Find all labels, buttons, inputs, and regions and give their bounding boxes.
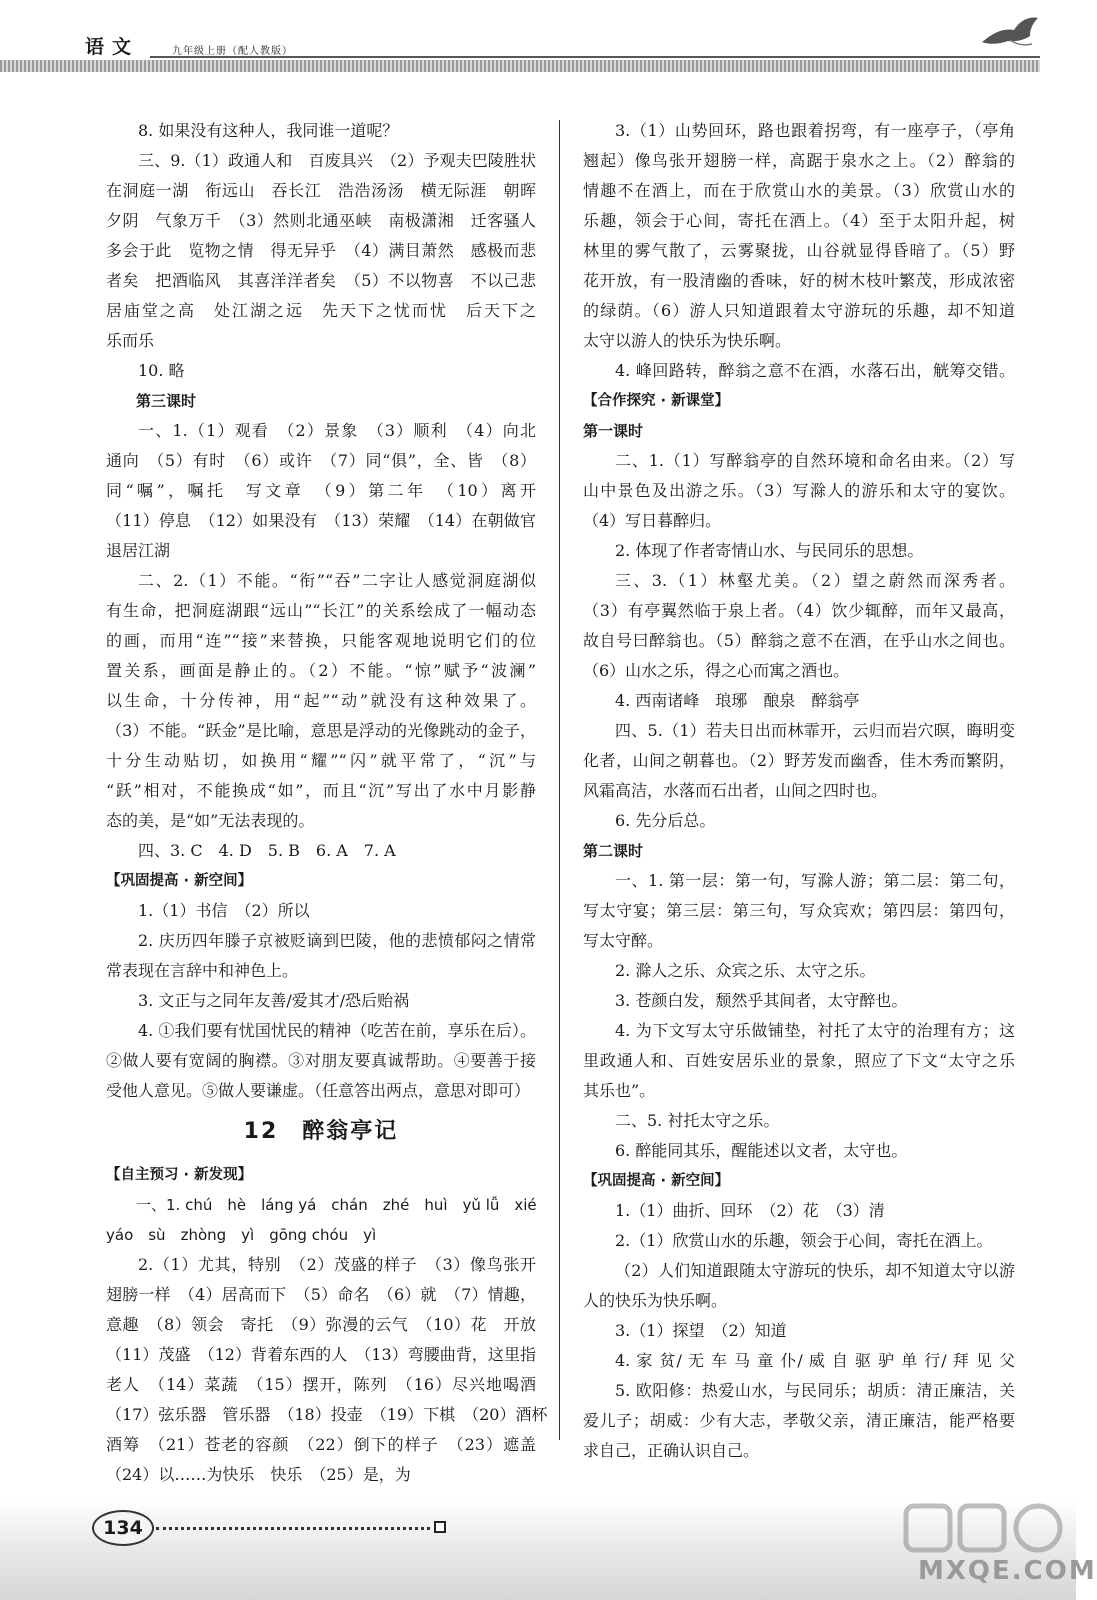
- text-line: 常表现在言辞中和神色上。: [106, 961, 299, 980]
- footer-dotted-rule: [156, 1527, 430, 1530]
- text-line: 四、5.（1）若夫日出而林霏开，云归而岩穴暝，晦明变: [615, 721, 1015, 740]
- text-line: 通向 （5）有时 （6）或许 （7）同“俱”，全、皆 （8）: [106, 451, 536, 470]
- header-subject: 语文: [85, 36, 140, 58]
- text-line: 10. 略: [138, 361, 185, 380]
- text-line: 乐而乐: [106, 331, 155, 350]
- text-line: （17）弦乐器 管乐器 （18）投壶 （19）下棋 （20）酒杯: [106, 1405, 548, 1424]
- text-line: 翅膀一样 （4）居高而下 （5）命名 （6）就 （7）情趣，: [106, 1285, 536, 1304]
- text-line: （11）茂盛 （12）背着东西的人 （13）弯腰曲背，这里指: [106, 1345, 536, 1364]
- text-line: （3）有亭翼然临于泉上者。（4）饮少辄醉，而年又最高，: [583, 601, 1015, 620]
- footer-square-icon: [434, 1521, 446, 1533]
- text-line: 一、1. 第一层：第一句，写滁人游；第二层：第二句，: [615, 871, 1015, 890]
- text-line: 的绿荫。（6）游人只知道跟着太守游玩的乐趣，却不知道: [583, 301, 1015, 320]
- text-line: （6）山水之乐，得之心而寓之酒也。: [583, 661, 850, 680]
- text-line: 2. 体现了作者寄情山水、与民同乐的思想。: [615, 541, 924, 560]
- text-line: 花开放，有一股清幽的香味，好的树木枝叶繁茂，形成浓密: [583, 271, 1015, 290]
- bird-logo-icon: [980, 14, 1040, 50]
- right-column-paragraphs: [583, 116, 1015, 1466]
- text-line: （11）停息 （12）如果没有 （13）荣耀 （14）在朝做官: [106, 511, 536, 530]
- text-line: 山中景色及出游之乐。（3）写滁人的游乐和太守的宴饮。: [583, 481, 1015, 500]
- right-column: [583, 116, 1015, 1466]
- text-line: 夕阴 气象万千 （3）然则北通巫峡 南极潇湘 迁客骚人: [106, 211, 536, 230]
- text-line: 3. 苍颜白发，颓然乎其间者，太守醉也。: [615, 991, 908, 1010]
- text-line: （4）写日暮醉归。: [583, 511, 722, 530]
- text-line: 8. 如果没有这种人，我同谁一道呢？: [138, 121, 399, 140]
- text-line: 2.（1）尤其，特别 （2）茂盛的样子 （3）像鸟张开: [138, 1255, 536, 1274]
- text-line: 6. 先分后总。: [615, 811, 716, 830]
- column-divider: [559, 120, 560, 1440]
- text-line: 第一课时: [583, 422, 644, 440]
- text-line: 4. 为下文写太守乐做铺垫，衬托了太守的治理有方；这: [615, 1021, 1015, 1040]
- chapter-heading: [106, 1116, 536, 1148]
- text-line: 【合作探究 · 新课堂】: [583, 393, 730, 409]
- text-line: 翘起）像鸟张开翅膀一样，高踞于泉水之上。（2）醉翁的: [583, 151, 1015, 170]
- text-line: 故自号曰醉翁也。（5）醉翁之意不在酒，在乎山水之间也。: [583, 631, 1015, 650]
- text-line: 多会于此 览物之情 得无异乎 （4）满目萧然 感极而悲: [106, 241, 536, 260]
- text-line: 写太守醉。: [583, 931, 664, 950]
- text-line: 态的美，是“如”无法表现的。: [106, 811, 315, 830]
- text-line: 3.（1）山势回环，路也跟着拐弯，有一座亭子，（亭角: [615, 121, 1015, 140]
- text-line: 【巩固提高 · 新空间】: [106, 873, 253, 889]
- text-line: 三、3.（1）林壑尤美。（2）望之蔚然而深秀者。: [615, 571, 1015, 590]
- header-band: [0, 60, 1040, 72]
- text-line: 求自己，正确认识自己。: [583, 1441, 760, 1460]
- text-line: 老人 （14）菜蔬 （15）摆开，陈列 （16）尽兴地喝酒: [106, 1375, 536, 1394]
- text-line: 意趣 （8）领会 寄托 （9）弥漫的云气 （10）花 开放: [106, 1315, 536, 1334]
- text-line: 的画，而用“连”“接”来替换，只能客观地说明它们的位: [106, 631, 536, 650]
- text-line: 四、3. C 4. D 5. B 6. A 7. A: [138, 841, 396, 860]
- text-line: 退居江湖: [106, 541, 171, 560]
- left-column-paragraphs: [106, 116, 536, 1106]
- text-line: 里政通人和、百姓安居乐业的景象，照应了下文“太守之乐: [583, 1051, 1015, 1070]
- text-line: 2.（1）欣赏山水的乐趣，领会于心间，寄托在酒上。: [615, 1231, 993, 1250]
- text-line: 在洞庭一湖 衔远山 吞长江 浩浩汤汤 横无际涯 朝晖: [106, 181, 536, 200]
- text-line: 2. 滁人之乐、众宾之乐、太守之乐。: [615, 961, 876, 980]
- text-line: 有生命，把洞庭湖跟“远山”“长江”的关系绘成了一幅动态: [106, 601, 536, 620]
- text-line: （24）以……为快乐 快乐 （25）是，为: [106, 1465, 411, 1484]
- chapter-title: 醉翁亭记: [302, 1119, 399, 1144]
- text-line: 情趣不在酒上，而在于欣赏山水的美景。（3）欣赏山水的: [583, 181, 1015, 200]
- page-number: 134: [92, 1510, 154, 1546]
- watermark-text: MXQE.COM: [918, 1556, 1097, 1586]
- text-line: 酒筹 （21）苍老的容颜 （22）倒下的样子 （23）遮盖: [106, 1435, 536, 1454]
- text-line: 4. 西南诸峰 琅琊 酿泉 醉翁亭: [615, 691, 860, 710]
- text-line: 化者，山间之朝暮也。（2）野芳发而幽香，佳木秀而繁阴，: [583, 751, 1015, 770]
- text-line: 3.（1）探望 （2）知道: [615, 1321, 787, 1340]
- text-line: （3）不能。“跃金”是比喻，意思是浮动的光像跳动的金子，: [106, 721, 536, 740]
- text-line: 其乐也”。: [583, 1081, 656, 1100]
- text-line: 【自主预习 · 新发现】: [106, 1167, 253, 1183]
- text-line: 1.（1）曲折、回环 （2）花 （3）清: [615, 1201, 885, 1220]
- text-line: yáo sù zhòng yì gōng chóu yì: [106, 1226, 377, 1244]
- text-line: 第二课时: [583, 842, 644, 860]
- text-line: 爱儿子；胡威：少有大志，孝敬父亲，清正廉洁，能严格要: [583, 1411, 1015, 1430]
- chapter-number: 12: [243, 1119, 279, 1144]
- text-line: 一、1.（1）观看 （2）景象 （3）顺利 （4）向北: [138, 421, 536, 440]
- text-line: 5. 欧阳修：热爱山水，与民同乐；胡质：清正廉洁，关: [615, 1381, 1015, 1400]
- text-line: 居庙堂之高 处江湖之远 先天下之忧而忧 后天下之: [106, 301, 536, 320]
- text-line: 3. 文正与之同年友善/爱其才/恐后贻祸: [138, 991, 410, 1010]
- text-line: 人的快乐为快乐啊。: [583, 1291, 728, 1310]
- text-line: ②做人要有宽阔的胸襟。③对朋友要真诚帮助。④要善于接: [106, 1051, 536, 1070]
- text-line: 乐趣，领会于心间，寄托在酒上。（4）至于太阳升起，树: [583, 211, 1015, 230]
- text-line: 者矣 把酒临风 其喜洋洋者矣 （5）不以物喜 不以己悲: [106, 271, 536, 290]
- text-line: 林里的雾气散了，云雾聚拢，山谷就显得昏暗了。（5）野: [583, 241, 1015, 260]
- left-column-paragraphs-after: [106, 1160, 548, 1490]
- text-line: 4. 峰回路转，醉翁之意不在酒，水落石出，觥筹交错。: [615, 361, 1015, 380]
- text-line: 第三课时: [136, 392, 197, 410]
- text-line: 二、2.（1）不能。“衔”“吞”二字让人感觉洞庭湖似: [138, 571, 536, 590]
- text-line: 1.（1）书信 （2）所以: [138, 901, 310, 920]
- text-line: 一、1. chú hè láng yá chán zhé huì yǔ lǚ xié: [136, 1196, 537, 1214]
- text-line: 【巩固提高 · 新空间】: [583, 1173, 730, 1189]
- header-grade-note: 九年级上册（配人教版）: [172, 46, 293, 57]
- text-line: 置关系，画面是静止的。（2）不能。“惊”赋予“波澜”: [106, 661, 536, 680]
- page-header: [0, 0, 1076, 80]
- text-line: 4. 家 贫/ 无 车 马 童 仆/ 威 自 驱 驴 单 行/ 拜 见 父: [615, 1351, 1015, 1370]
- text-line: 二、5. 衬托太守之乐。: [615, 1111, 780, 1130]
- text-line: 6. 醉能同其乐，醒能述以文者，太守也。: [615, 1141, 908, 1160]
- text-line: 同“嘱”，嘱托 写文章 （9）第二年 （10）离开: [106, 481, 536, 500]
- text-line: 受他人意见。⑤做人要谦虚。（任意答出两点，意思对即可）: [106, 1081, 531, 1100]
- text-line: 二、1.（1）写醉翁亭的自然环境和命名由来。（2）写: [615, 451, 1015, 470]
- text-line: “跃”相对，不能换成“如”，而且“沉”写出了水中月影静: [106, 781, 536, 800]
- text-line: 以生命，十分传神，用“起”“动”就没有这种效果了。: [106, 691, 536, 710]
- text-line: 三、9.（1）政通人和 百废具兴 （2）予观夫巴陵胜状: [138, 151, 536, 170]
- text-line: 风霜高洁，水落而石出者，山间之四时也。: [583, 781, 888, 800]
- text-line: 太守以游人的快乐为快乐啊。: [583, 331, 792, 350]
- text-line: 4. ①我们要有忧国忧民的精神（吃苦在前，享乐在后）。: [138, 1021, 536, 1040]
- text-line: 十分生动贴切，如换用“耀”“闪”就平常了，“沉”与: [106, 751, 536, 770]
- text-line: （2）人们知道跟随太守游玩的快乐，却不知道太守以游: [615, 1261, 1015, 1280]
- text-line: 写太守宴；第三层：第三句，写众宾欢；第四层：第四句，: [583, 901, 1015, 920]
- text-line: 2. 庆历四年滕子京被贬谪到巴陵，他的悲愤郁闷之情常: [138, 931, 536, 950]
- left-column: [106, 116, 548, 1490]
